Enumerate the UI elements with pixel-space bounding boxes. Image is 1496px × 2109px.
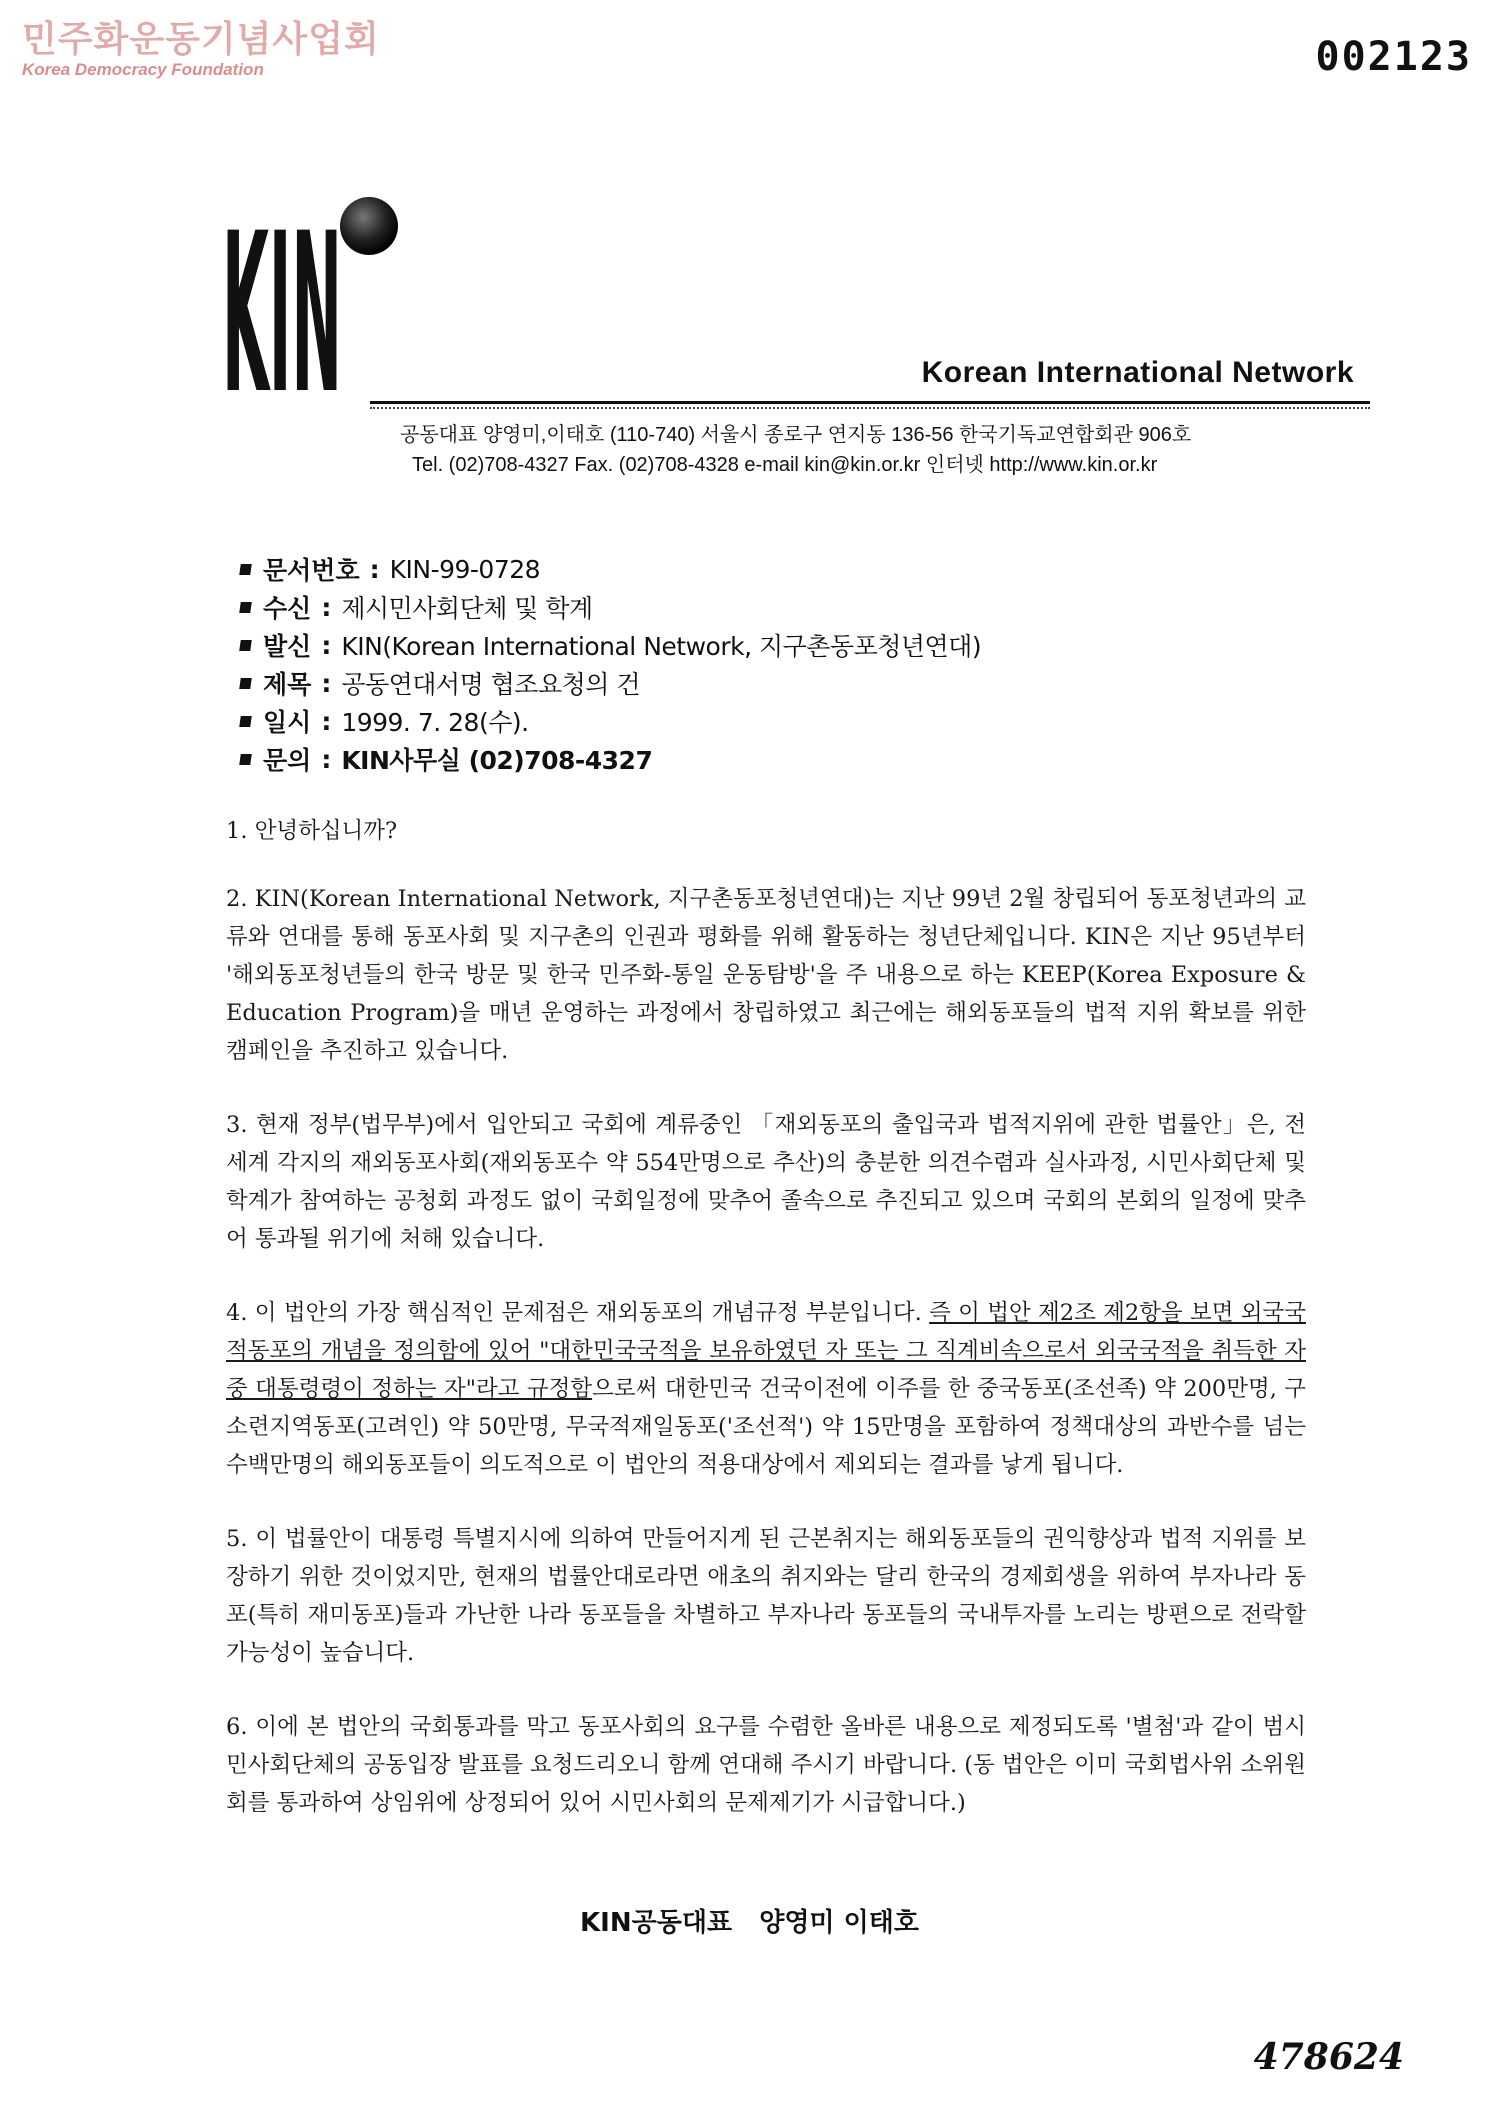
watermark-korean: 민주화운동기념사업회 bbox=[22, 19, 380, 60]
bullet-icon bbox=[239, 754, 252, 765]
document-meta bbox=[240, 550, 981, 778]
bullet-icon bbox=[239, 602, 252, 613]
meta-value: 1999. 7. 28(수). bbox=[341, 708, 529, 737]
archive-number: 002123 bbox=[1315, 34, 1472, 80]
meta-label: 문의 bbox=[263, 746, 312, 775]
meta-sender: 발신 : KIN(Korean International Network, 지구촌동포청년연대) bbox=[240, 626, 981, 664]
contact-line: Tel. (02)708-4327 Fax. (02)708-4328 e-mail kin@kin.or.kr 인터넷 http://www.kin.or.kr bbox=[412, 454, 1158, 476]
handwritten-number: 478624 bbox=[1253, 2036, 1404, 2078]
meta-label: 문서번호 bbox=[263, 556, 360, 585]
paragraph-3: 3. 현재 정부(법무부)에서 입안되고 국회에 계류중인 「재외동포의 출입국과 법적지위에 관한 법률안」은, 전 세계 각지의 재외동포사회(재외동포수 약 554만명으로 추산)의 충분한 의견수렴과 실사과정, 시민사회단체 및 학계가 참여하는 공청회 과정도 없이 국회일정에 맞추어 졸속으로 추진되고 있으며 국회의 본회의 일정에 맞추어 통과될 위기에 처해 있습니다. bbox=[226, 1112, 1306, 1252]
meta-inquiry: 문의 : KIN사무실 (02)708-4327 bbox=[240, 740, 981, 778]
paragraph-4-lead: 4. 이 법안의 가장 핵심적인 문제점은 재외동포의 개념규정 부분입니다. bbox=[226, 1300, 930, 1326]
letterhead-contact bbox=[400, 420, 1191, 480]
meta-label: 발신 bbox=[263, 632, 312, 661]
letterhead-rule bbox=[370, 401, 1370, 404]
address-line: 공동대표 양영미,이태호 (110-740) 서울시 종로구 연지동 136-56 한국기독교연합회관 906호 bbox=[400, 424, 1192, 446]
kin-logo bbox=[220, 186, 520, 442]
meta-value: 공동연대서명 협조요청의 건 bbox=[341, 670, 641, 699]
paragraph-4-tail: 으로써 대한민국 건국이전에 이주를 한 중국동포(조선족) 약 200만명, 구소련지역동포(고려인) 약 50만명, 무국적재일동포('조선적') 약 15만명을 포함하여 정책대상의 과반수를 넘는 수백만명의 해외동포들이 의도적으로 이 법안의 적용대상에서 제외되는 결과를 낳게 됩니다. bbox=[226, 1376, 1307, 1478]
meta-value: KIN(Korean International Network, 지구촌동포청년연대) bbox=[341, 632, 982, 661]
paragraph-6: 6. 이에 본 법안의 국회통과를 막고 동포사회의 요구를 수렴한 올바른 내용으로 제정되도록 '별첨'과 같이 범시민사회단체의 공동입장 발표를 요청드리오니 함께 연대해 주시기 바랍니다. (동 법안은 이미 국회법사위 소위원회를 통과하여 상임위에 상정되어 있어 시민사회의 문제제기가 시급합니다.) bbox=[226, 1714, 1306, 1816]
bullet-icon bbox=[239, 678, 252, 689]
paragraph-4 bbox=[226, 1294, 1306, 1484]
letter-body bbox=[226, 812, 1306, 1858]
svg-text:KIN: KIN bbox=[222, 186, 342, 442]
meta-value: KIN-99-0728 bbox=[389, 554, 541, 584]
meta-label: 수신 bbox=[263, 594, 312, 623]
letterhead-dotted-rule bbox=[370, 407, 1370, 409]
bullet-icon bbox=[239, 640, 252, 651]
meta-subject: 제목 : 공동연대서명 협조요청의 건 bbox=[240, 664, 981, 702]
watermark bbox=[22, 20, 380, 80]
meta-value: 제시민사회단체 및 학계 bbox=[341, 594, 593, 623]
meta-recipient: 수신 : 제시민사회단체 및 학계 bbox=[240, 588, 981, 626]
meta-value: KIN사무실 (02)708-4327 bbox=[341, 746, 653, 775]
meta-label: 제목 bbox=[263, 670, 312, 699]
paragraph-2: 2. KIN(Korean International Network, 지구촌동포청년연대)는 지난 99년 2월 창립되어 동포청년과의 교류와 연대를 통해 동포사회 및 지구촌의 인권과 평화를 위해 활동하는 청년단체입니다. KIN은 지난 95년부터 '해외동포청년들의 한국 방문 및 한국 민주화-통일 운동탐방'을 주 내용으로 하는 KEEP(Korea Exposure & Education Program)을 매년 운영하는 과정에서 창립하였고 최근에는 해외동포들의 법적 지위 확보를 위한 캠페인을 추진하고 있습니다. bbox=[226, 886, 1306, 1064]
bullet-icon bbox=[239, 564, 252, 575]
meta-label: 일시 bbox=[263, 708, 312, 737]
meta-doc-number: 문서번호 : KIN-99-0728 bbox=[240, 550, 981, 588]
signature-line: KIN공동대표 양영미 이태호 bbox=[580, 1908, 919, 1938]
paragraph-1: 1. 안녕하십니까? bbox=[226, 818, 398, 844]
meta-date: 일시 : 1999. 7. 28(수). bbox=[240, 702, 981, 740]
paragraph-4-underlined: 즉 이 법안 제2조 제2항을 보면 외국국적동포의 개념을 정의함에 있어 "대한민국국적을 보유하였던 자 또는 그 직계비속으로서 외국국적을 취득한 자 중 대통령령이 정하는 자"라고 규정함 bbox=[226, 1300, 1306, 1402]
bullet-icon bbox=[239, 716, 252, 727]
org-name: Korean International Network bbox=[921, 356, 1354, 389]
watermark-english: Korea Democracy Foundation bbox=[22, 60, 264, 79]
paragraph-5: 5. 이 법률안이 대통령 특별지시에 의하여 만들어지게 된 근본취지는 해외동포들의 권익향상과 법적 지위를 보장하기 위한 것이었지만, 현재의 법률안대로라면 애초의 취지와는 달리 한국의 경제회생을 위하여 부자나라 동포(특히 재미동포)들과 가난한 나라 동포들을 차별하고 부자나라 동포들의 국내투자를 노리는 방편으로 전락할 가능성이 높습니다. bbox=[226, 1526, 1306, 1666]
